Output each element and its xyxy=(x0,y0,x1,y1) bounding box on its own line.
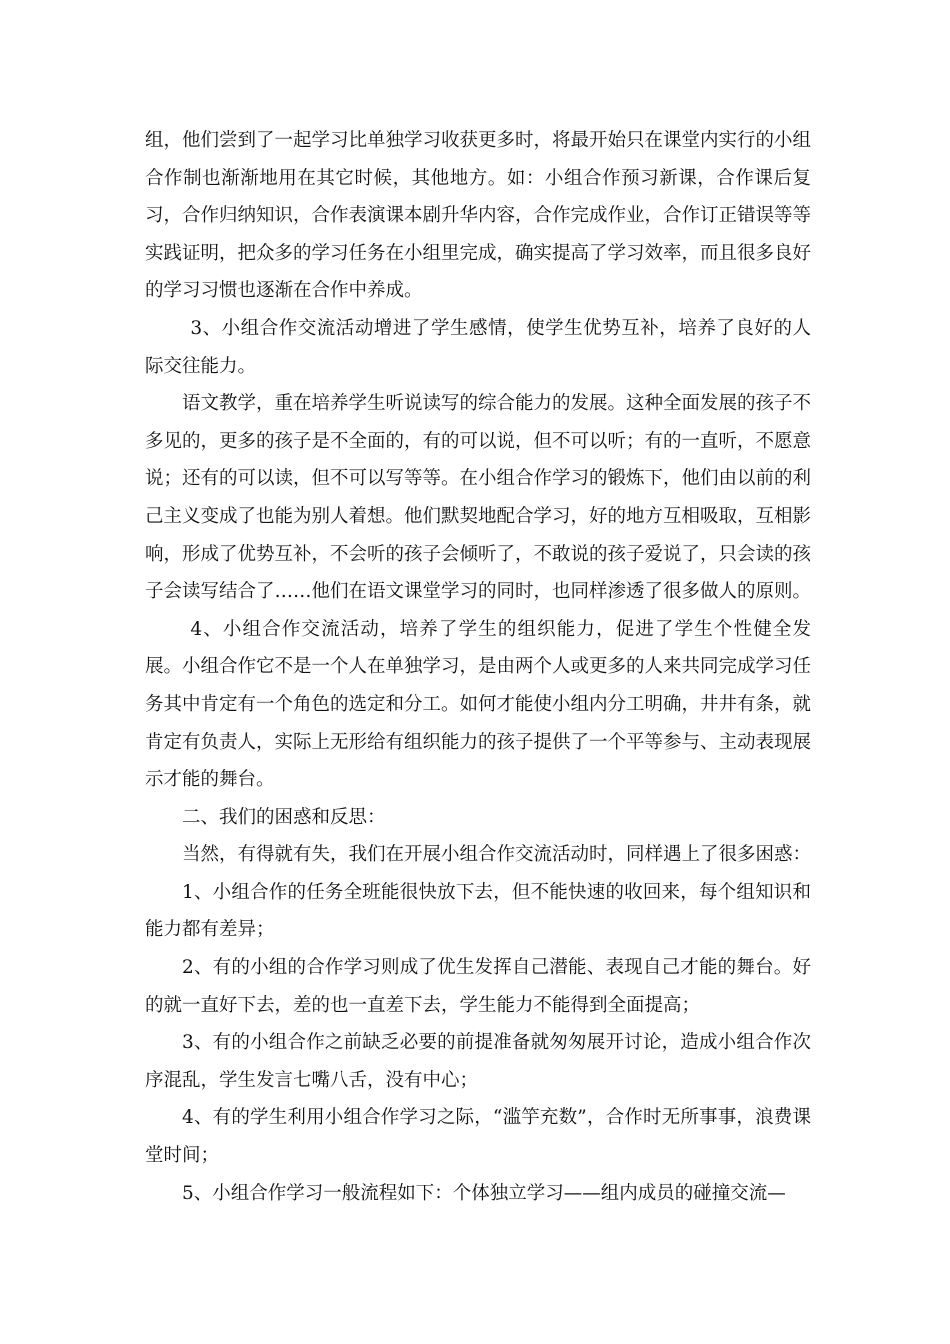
list-item-5: 5、小组合作学习一般流程如下：个体独立学习——组内成员的碰撞交流— xyxy=(182,1182,786,1204)
paragraph-continuation: 组，他们尝到了一起学习比单独学习收获更多时，将最开始只在课堂内实行的小组合作制也渐渐地用在其它时候，其他地方。如：小组合作预习新课，合作课后复习，合作归纳知识，合作表演课本剧升华内容，合作完成作业，合作订正错误等等实践证明，把众多的学习任务在小组里完成，确实提高了学习效率，而且很多良好的学习习惯也逐渐在合作中养成。 xyxy=(145,130,812,302)
heading-point-4: 4、小组合作交流活动，培养了学生的组织能力，促进了学生个性健全发展。小组合作它不是一个人在单独学习，是由两个人或更多的人来共同完成学习任务其中肯定有一个角色的选定和分工。如何才能使小组内分工明确，井井有条，就肯定有负责人，实际上无形给有组织能力的孩子提供了一个平等参与、主动表现展示才能的舞台。 xyxy=(145,618,812,791)
list-item-1: 1、小组合作的任务全班能很快放下去，但不能快速的收回来，每个组知识和能力都有差异； xyxy=(145,881,811,941)
heading-point-3: 3、小组合作交流活动增进了学生感情，使学生优势互补，培养了良好的人际交往能力。 xyxy=(145,317,811,377)
document-body xyxy=(145,122,811,1212)
list-item-3: 3、有的小组合作之前缺乏必要的前提准备就匆匆展开讨论，造成小组合作次序混乱，学生发言七嘴八舌，没有中心； xyxy=(145,1032,811,1091)
list-item-4: 4、有的学生利用小组合作学习之际，“滥竽充数”，合作时无所事事，浪费课堂时间； xyxy=(145,1107,811,1167)
paragraph-language-teaching: 语文教学，重在培养学生听说读写的综合能力的发展。这种全面发展的孩子不多见的，更多的孩子是不全面的，有的可以说，但不可以听；有的一直听，不愿意说；还有的可以读，但不可以写等等。在小组合作学习的锻炼下，他们由以前的利己主义变成了也能为别人着想。他们默契地配合学习，好的地方互相吸取，互相影响，形成了优势互补，不会听的孩子会倾听了，不敢说的孩子爱说了，只会读的孩子会读写结合了……他们在语文课堂学习的同时，也同样渗透了很多做人的原则。 xyxy=(145,393,812,603)
paragraph-confusion-intro: 当然，有得就有失，我们在开展小组合作交流活动时，同样遇上了很多困惑： xyxy=(182,844,812,866)
list-item-2: 2、有的小组的合作学习则成了优生发挥自己潜能、表现自己才能的舞台。好的就一直好下去，差的也一直差下去，学生能力不能得到全面提高； xyxy=(145,957,811,1016)
section-heading-confusion: 二、我们的困惑和反思： xyxy=(182,806,386,828)
